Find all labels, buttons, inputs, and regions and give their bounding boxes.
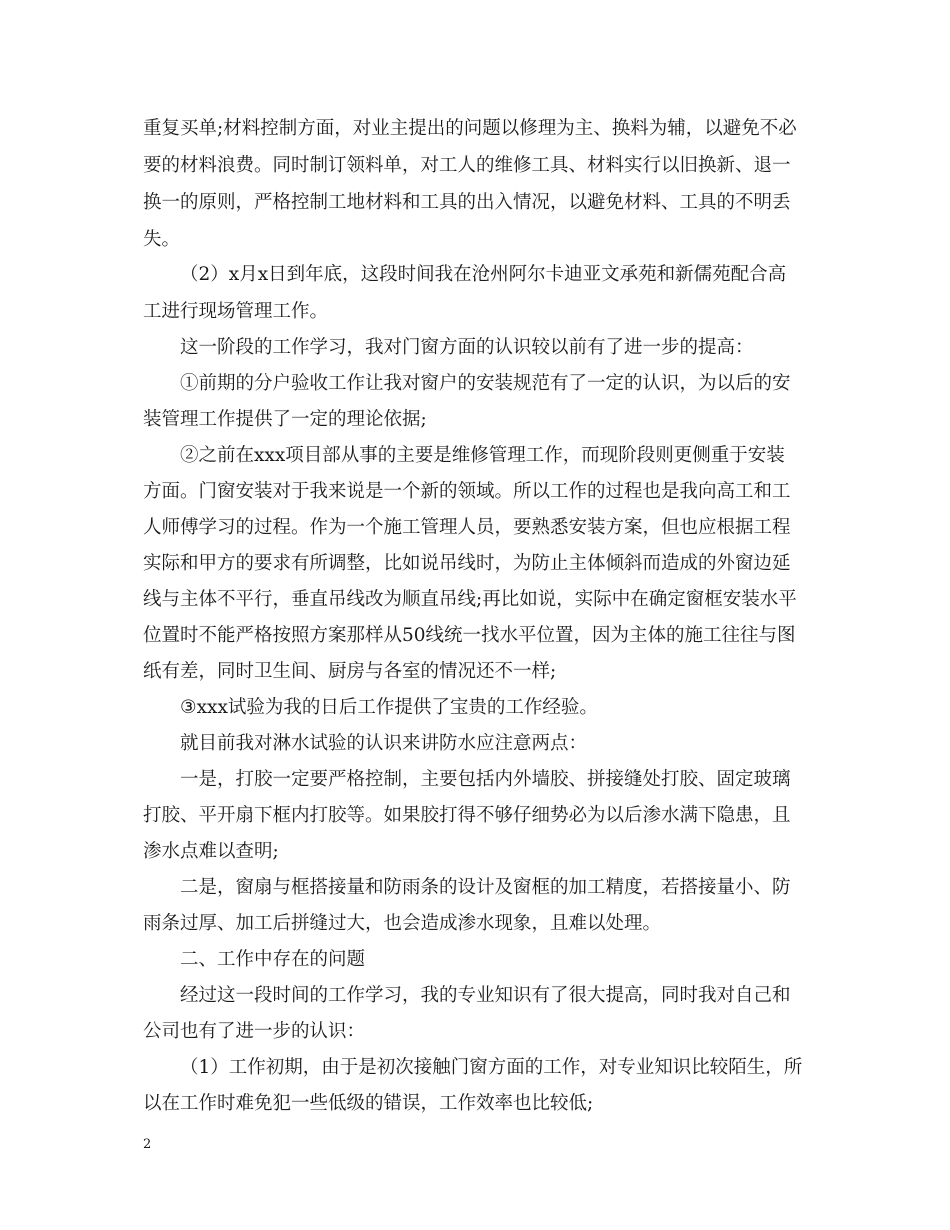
text-line: 渗水点难以查明; [143,841,279,862]
text-line: 位置时不能严格按照方案那样从50线统一找水平位置，因为主体的施工往往与图 [143,625,796,646]
text-line: 要的材料浪费。同时制订领料单，对工人的维修工具、材料实行以旧换新、退一 [143,155,791,176]
text-line: 这一阶段的工作学习，我对门窗方面的认识较以前有了进一步的提高： [180,337,754,358]
section-heading: 二、工作中存在的问题 [180,949,366,970]
text-line: （2）x月x日到年底，这段时间我在沧州阿尔卡迪亚文承苑和新儒苑配合高 [180,264,787,285]
text-line: ①前期的分户验收工作让我对窗户的安装规范有了一定的认识，为以后的安 [180,373,791,394]
text-line: 重复买单;材料控制方面，对业主提出的问题以修理为主、换料为辅，以避免不必 [143,118,797,139]
text-line: 公司也有了进一步的认识： [143,1021,366,1042]
text-line: 工进行现场管理工作。 [143,301,329,322]
text-line: 雨条过厚、加工后拼缝过大，也会造成渗水现象，且难以处理。 [143,913,662,934]
text-line: （1）工作初期，由于是初次接触门窗方面的工作，对专业知识比较陌生，所 [180,1057,803,1078]
text-line: 就目前我对淋水试验的认识来讲防水应注意两点： [180,733,588,754]
text-line: 一是，打胶一定要严格控制，主要包括内外墙胶、拼接缝处打胶、固定玻璃 [180,769,791,790]
text-line: ②之前在xxx项目部从事的主要是维修管理工作，而现阶段则更侧重于安装 [180,445,785,466]
text-line: 人师傅学习的过程。作为一个施工管理人员，要熟悉安装方案，但也应根据工程 [143,517,791,538]
text-line: 二是，窗扇与框搭接量和防雨条的设计及窗框的加工精度，若搭接量小、防 [180,877,791,898]
text-line: 纸有差，同时卫生间、厨房与各室的情况还不一样; [143,661,557,682]
text-line: ③xxx试验为我的日后工作提供了宝贵的工作经验。 [180,697,598,718]
text-line: 实际和甲方的要求有所调整，比如说吊线时，为防止主体倾斜而造成的外窗边延 [143,553,791,574]
text-line: 换一的原则，严格控制工地材料和工具的出入情况，以避免材料、工具的不明丢 [143,192,791,213]
text-line: 失。 [143,229,181,250]
text-line: 装管理工作提供了一定的理论依据; [143,409,427,430]
text-line: 方面。门窗安装对于我来说是一个新的领域。所以工作的过程也是我向高工和工 [143,481,791,502]
text-line: 以在工作时难免犯一些低级的错误，工作效率也比较低; [143,1093,594,1114]
text-line: 经过这一段时间的工作学习，我的专业知识有了很大提高，同时我对自己和 [180,985,791,1006]
page-number: 2 [143,1137,152,1152]
text-line: 打胶、平开扇下框内打胶等。如果胶打得不够仔细势必为以后渗水满下隐患，且 [143,805,791,826]
text-line: 线与主体不平行，垂直吊线改为顺直吊线;再比如说，实际中在确定窗框安装水平 [143,589,797,610]
